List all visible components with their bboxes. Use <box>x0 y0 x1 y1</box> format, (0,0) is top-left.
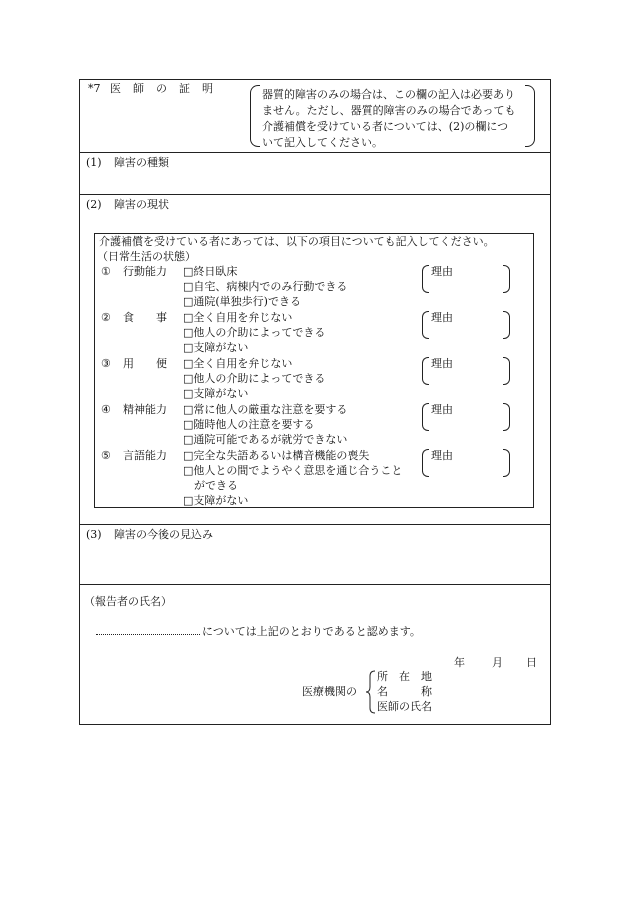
item-number: ④ <box>101 403 111 416</box>
checkbox-option[interactable]: □常に他人の厳重な注意を要する <box>183 403 348 416</box>
brace-icon <box>366 670 376 714</box>
date-year: 年 <box>454 656 465 669</box>
checkbox-option[interactable]: □随時他人の注意を要する <box>183 418 315 431</box>
reason-label: 理由 <box>431 311 453 324</box>
section1-number: (1) <box>86 156 102 169</box>
note-line: 介護補償を受けている者については、(2)の欄につ <box>262 120 509 133</box>
item-label: 用 便 <box>123 357 167 370</box>
item-label: 食 事 <box>123 311 167 324</box>
note-line: 器質的障害のみの場合は、この欄の記入は必要あり <box>262 88 515 101</box>
reason-field[interactable] <box>422 403 510 431</box>
date-month: 月 <box>492 656 503 669</box>
section2-number: (2) <box>86 198 102 211</box>
reason-label: 理由 <box>431 265 453 278</box>
divider <box>80 194 550 195</box>
checkbox-option[interactable]: □自宅、病棟内でのみ行動できる <box>183 280 348 293</box>
note-line: ません。ただし、器質的障害のみの場合であっても <box>262 104 516 117</box>
checkbox-option[interactable]: □全く自用を弁じない <box>183 357 293 370</box>
daily-life-box <box>94 233 534 508</box>
reporter-heading: （報告者の氏名） <box>84 595 172 608</box>
section3-label: 障害の今後の見込み <box>114 528 213 541</box>
reason-label: 理由 <box>431 449 453 462</box>
header-title: 医 師 の 証 明 <box>110 82 214 95</box>
institution-prefix: 医療機関の <box>302 685 357 698</box>
checkbox-option[interactable]: □支障がない <box>183 387 249 400</box>
doctor-name-label: 医師の氏名 <box>377 700 432 713</box>
item-number: ② <box>101 311 111 324</box>
checkbox-option[interactable]: □全く自用を弁じない <box>183 311 293 324</box>
item-number: ⑤ <box>101 449 111 462</box>
institution-address-label: 所 在 地 <box>377 670 432 683</box>
checkbox-option-continuation: ができる <box>183 479 238 492</box>
divider <box>80 584 550 585</box>
daily-life-intro: 介護補償を受けている者にあっては、以下の項目についても記入してください。 <box>99 235 495 248</box>
checkbox-option[interactable]: □支障がない <box>183 341 249 354</box>
date-day: 日 <box>526 656 537 669</box>
institution-name-label: 名 称 <box>377 685 432 698</box>
checkbox-option[interactable]: □完全な失語あるいは構音機能の喪失 <box>183 449 370 462</box>
patient-name-field[interactable] <box>96 624 200 635</box>
checkbox-option[interactable]: □支障がない <box>183 494 249 507</box>
item-number: ① <box>101 265 111 278</box>
checkbox-option[interactable]: □終日臥床 <box>183 265 238 278</box>
disability-type-field[interactable] <box>80 170 550 194</box>
checkbox-option[interactable]: □通院可能であるが就労できない <box>183 433 348 446</box>
prognosis-field[interactable] <box>80 542 550 582</box>
item-label: 言語能力 <box>123 449 167 462</box>
reason-field[interactable] <box>422 311 510 339</box>
checkbox-option[interactable]: □他人との間でようやく意思を通じ合うこと <box>183 464 403 477</box>
item-label: 行動能力 <box>123 265 167 278</box>
reason-label: 理由 <box>431 357 453 370</box>
reason-field[interactable] <box>422 265 510 293</box>
medical-certificate-form <box>79 79 551 725</box>
reason-label: 理由 <box>431 403 453 416</box>
header-number: *7 <box>88 82 101 95</box>
divider <box>80 152 550 153</box>
divider <box>80 524 550 525</box>
reason-field[interactable] <box>422 449 510 477</box>
checkbox-option[interactable]: □通院(単独歩行)できる <box>183 295 301 308</box>
item-label: 精神能力 <box>123 403 167 416</box>
certify-text: については上記のとおりであると認めます。 <box>202 625 421 638</box>
item-number: ③ <box>101 357 111 370</box>
daily-life-subheading: （日常生活の状態） <box>97 250 196 263</box>
note-line: いて記入してください。 <box>262 136 383 149</box>
reason-field[interactable] <box>422 357 510 385</box>
section2-label: 障害の現状 <box>114 198 169 211</box>
section1-label: 障害の種類 <box>114 156 169 169</box>
checkbox-option[interactable]: □他人の介助によってできる <box>183 372 326 385</box>
note-box <box>250 85 535 149</box>
section3-number: (3) <box>86 528 102 541</box>
checkbox-option[interactable]: □他人の介助によってできる <box>183 326 326 339</box>
